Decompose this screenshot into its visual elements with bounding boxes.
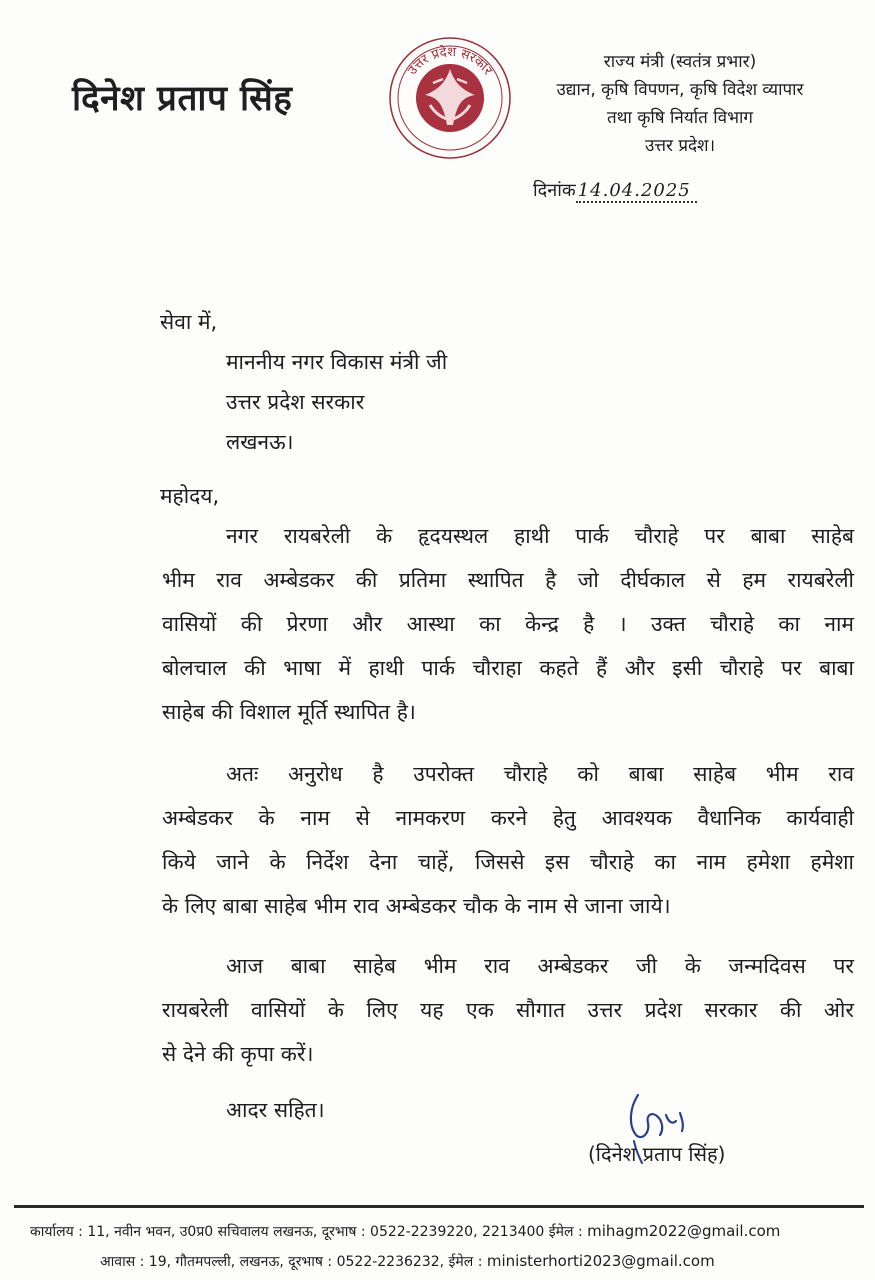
recipient-line: उत्तर प्रदेश सरकार [226,390,365,414]
paragraph-2-line: के लिए बाबा साहेब भीम राव अम्बेडकर चौक के नाम से जाना जाये। [162,894,671,918]
salutation-to: सेवा में, [160,310,218,334]
office-address: कार्यालय : 11, नवीन भवन, उ0प्र0 सचिवालय लखनऊ, दूरभाष : 0522-2239220, 2213400 ईमेल : [30,1224,588,1240]
seal-text: उत्तर प्रदेश सरकार [405,44,496,79]
designation-line: राज्य मंत्री (स्वतंत्र प्रभार) [603,52,757,72]
paragraph-2-line: अतः अनुरोध है उपरोक्त चौराहे को बाबा साहेब भीम राव [226,762,854,786]
date-label: दिनांक [533,180,576,201]
designation-line: उत्तर प्रदेश। [644,136,716,156]
date-value: 14.04.2025 [576,180,697,203]
paragraph-1-line: वासियों की प्रेरणा और आस्था का केन्द्र है । उक्त चौराहे का नाम [162,612,854,636]
recipient-line: माननीय नगर विकास मंत्री जी [226,350,448,374]
footer-divider [14,1205,864,1208]
paragraph-1-line: नगर रायबरेली के हृदयस्थल हाथी पार्क चौराहे पर बाबा साहेब [226,524,854,548]
residence-email: ministerhorti2023@gmail.com [486,1252,715,1270]
footer-residence [100,1252,715,1271]
designation-line: उद्यान, कृषि विपणन, कृषि विदेश व्यापार [556,80,804,100]
office-email: mihagm2022@gmail.com [587,1222,781,1240]
up-government-seal-icon [385,33,515,163]
signatory-name: (दिनेश प्रताप सिंह) [588,1142,726,1166]
paragraph-1-line: साहेब की विशाल मूर्ति स्थापित है। [162,700,416,724]
paragraph-1-line: बोलचाल की भाषा में हाथी पार्क चौराहा कहते हैं और इसी चौराहे पर बाबा [162,656,854,680]
greeting: महोदय, [160,484,220,508]
designation-line: तथा कृषि निर्यात विभाग [606,108,754,128]
recipient-line: लखनऊ। [226,430,294,454]
paragraph-2-line: किये जाने के निर्देश देना चाहें, जिससे इस चौराहे का नाम हमेशा हमेशा [162,850,854,874]
paragraph-3-line: रायबरेली वासियों के लिए यह एक सौगात उत्तर प्रदेश सरकार की ओर [162,998,854,1022]
paragraph-1-line: भीम राव अम्बेडकर की प्रतिमा स्थापित है जो दीर्घकाल से हम रायबरेली [162,568,854,592]
date-line [533,178,697,202]
closing: आदर सहित। [226,1098,325,1122]
paragraph-2-line: अम्बेडकर के नाम से नामकरण करने हेतु आवश्यक वैधानिक कार्यवाही [162,806,854,830]
paragraph-3-line: से देने की कृपा करें। [162,1042,314,1066]
paragraph-3-line: आज बाबा साहेब भीम राव अम्बेडकर जी के जन्मदिवस पर [226,954,854,978]
footer-office [30,1222,780,1241]
minister-name: दिनेश प्रताप सिंह [72,79,293,119]
residence-address: आवास : 19, गौतमपल्ली, लखनऊ, दूरभाष : 0522-2236232, ईमेल : [100,1254,487,1270]
designation-block [505,48,855,160]
